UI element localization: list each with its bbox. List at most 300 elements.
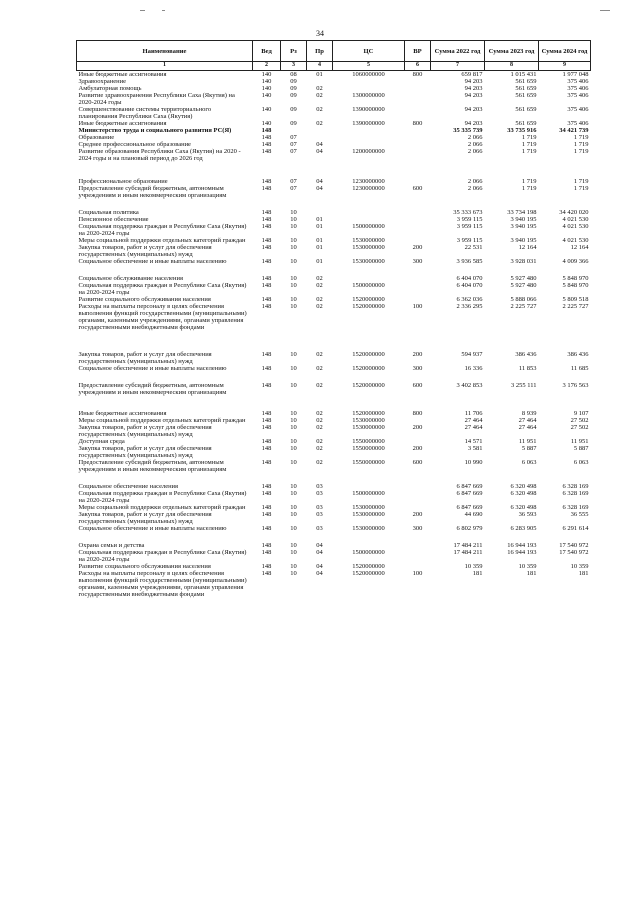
cell-sum-2023: 1 015 431	[510, 71, 537, 78]
table-row	[77, 542, 591, 549]
cell-sum-2024: 375 406	[567, 120, 589, 127]
cell-name: Охрана семьи и детства	[78, 542, 145, 549]
cell-pr: 04	[316, 570, 323, 577]
cell-cs: 1530000000	[352, 237, 385, 244]
col-number: 5	[333, 62, 405, 71]
cell-rz: 10	[290, 244, 297, 251]
cell-ved: 148	[261, 258, 272, 265]
cell-sum-2022: 94 203	[464, 78, 483, 85]
cell-name: Иные бюджетные ассигнования	[78, 120, 167, 127]
cell-sum-2024: 4 021 530	[562, 216, 589, 223]
cell-sum-2023: 16 944 193	[507, 549, 537, 556]
col-header-sum-2023: Сумма 2023 год	[485, 41, 539, 62]
cell-name: Социальная поддержка граждан в Республике Саха (Якутия) на 2020-2024 годы	[78, 223, 247, 237]
cell-pr: 02	[316, 282, 323, 289]
cell-cs: 1530000000	[352, 504, 385, 511]
cell-sum-2023: 3 940 195	[510, 237, 537, 244]
cell-sum-2023: 8 939	[521, 410, 537, 417]
table-row	[77, 223, 591, 237]
cell-rz: 10	[290, 351, 297, 358]
cell-pr	[307, 209, 333, 216]
table-row	[77, 424, 591, 438]
cell-vr: 800	[412, 120, 423, 127]
col-header-sum-2022: Сумма 2022 год	[431, 41, 485, 62]
cell-name: Развитие социального обслуживания населения	[78, 296, 211, 303]
cell-name: Социальная политика	[78, 209, 139, 216]
cell-sum-2022: 17 484 211	[453, 549, 483, 556]
cell-sum-2022: 6 847 669	[456, 483, 483, 490]
cell-ved: 140	[261, 120, 272, 127]
cell-sum-2024: 375 406	[567, 106, 589, 113]
cell-sum-2023: 1 719	[521, 185, 537, 192]
cell-name: Меры социальной поддержки отдельных категорий граждан	[78, 504, 246, 511]
cell-cs	[333, 209, 405, 216]
cell-ved: 148	[261, 303, 272, 310]
cell-ved: 148	[261, 244, 272, 251]
cell-vr	[405, 178, 431, 185]
cell-cs	[333, 216, 405, 223]
cell-ved: 140	[261, 78, 272, 85]
cell-sum-2022: 2 066	[467, 178, 483, 185]
cell-rz: 10	[290, 303, 297, 310]
cell-sum-2024: 5 848 970	[562, 282, 589, 289]
col-header-rz: Рз	[281, 41, 307, 62]
cell-name: Социальное обеспечение населения	[78, 483, 179, 490]
col-header-vr: ВР	[405, 41, 431, 62]
cell-cs: 1530000000	[352, 258, 385, 265]
cell-rz: 10	[290, 282, 297, 289]
cell-name: Закупка товаров, работ и услуг для обеспечения государственных (муниципальных) нужд	[78, 244, 212, 258]
cell-sum-2024: 181	[578, 570, 589, 577]
cell-rz: 10	[290, 525, 297, 532]
col-number: 9	[539, 62, 591, 71]
cell-sum-2023: 5 888 066	[510, 296, 537, 303]
cell-pr: 01	[316, 216, 323, 223]
table-row	[77, 178, 591, 185]
cell-sum-2024: 9 107	[573, 410, 589, 417]
cell-cs: 1500000000	[352, 282, 385, 289]
cell-sum-2022: 2 066	[467, 185, 483, 192]
cell-cs	[333, 483, 405, 490]
cell-ved: 148	[261, 504, 272, 511]
scan-speck	[162, 10, 165, 11]
cell-name: Доступная среда	[78, 438, 125, 445]
cell-cs: 1500000000	[352, 549, 385, 556]
cell-vr: 100	[412, 570, 423, 577]
cell-sum-2022: 3 959 115	[456, 223, 483, 230]
cell-name: Социальная поддержка граждан в Республике Саха (Якутия) на 2020-2024 годы	[78, 490, 247, 504]
cell-rz: 10	[290, 410, 297, 417]
cell-sum-2023: 561 659	[515, 78, 537, 85]
cell-ved: 148	[261, 549, 272, 556]
cell-sum-2024: 6 328 169	[562, 504, 589, 511]
cell-rz: 10	[290, 445, 297, 452]
cell-vr: 200	[412, 244, 423, 251]
cell-name: Пенсионное обеспечение	[78, 216, 149, 223]
cell-sum-2024: 6 291 614	[562, 525, 589, 532]
cell-sum-2024: 375 406	[567, 85, 589, 92]
table-row	[77, 78, 591, 85]
cell-sum-2023: 1 719	[521, 178, 537, 185]
cell-pr: 04	[316, 148, 323, 155]
cell-pr: 02	[316, 92, 323, 99]
cell-sum-2022: 3 936 585	[456, 258, 483, 265]
cell-sum-2024: 2 225 727	[562, 303, 589, 310]
cell-sum-2022: 181	[472, 570, 483, 577]
cell-rz: 10	[290, 216, 297, 223]
cell-ved: 148	[261, 511, 272, 518]
cell-vr	[405, 296, 431, 303]
table-row	[77, 525, 591, 542]
table-row	[77, 563, 591, 570]
cell-name: Закупка товаров, работ и услуг для обеспечения государственных (муниципальных) нужд	[78, 445, 212, 459]
cell-sum-2023: 33 735 916	[507, 127, 537, 134]
cell-ved: 148	[261, 237, 272, 244]
cell-vr	[405, 563, 431, 570]
cell-name: Среднее профессиональное образование	[78, 141, 191, 148]
cell-name: Закупка товаров, работ и услуг для обеспечения государственных (муниципальных) нужд	[78, 511, 212, 525]
cell-ved: 148	[261, 275, 272, 282]
cell-pr: 01	[316, 237, 323, 244]
cell-pr: 02	[316, 303, 323, 310]
cell-cs: 1530000000	[352, 424, 385, 431]
col-header-cs: ЦС	[333, 41, 405, 62]
cell-ved: 148	[261, 223, 272, 230]
cell-sum-2022: 6 802 979	[456, 525, 483, 532]
cell-sum-2023: 36 593	[518, 511, 537, 518]
cell-ved: 148	[261, 296, 272, 303]
cell-vr	[405, 237, 431, 244]
cell-ved: 148	[261, 141, 272, 148]
cell-pr: 03	[316, 504, 323, 511]
cell-sum-2022: 2 066	[467, 141, 483, 148]
cell-sum-2023: 3 940 195	[510, 223, 537, 230]
table-row	[77, 351, 591, 365]
table-row	[77, 127, 591, 134]
cell-pr: 02	[316, 120, 323, 127]
cell-cs: 1530000000	[352, 511, 385, 518]
cell-cs: 1390000000	[352, 120, 385, 127]
cell-cs: 1060000000	[352, 71, 385, 78]
cell-pr: 02	[316, 410, 323, 417]
cell-cs: 1520000000	[352, 382, 385, 389]
cell-vr	[405, 223, 431, 237]
table-row	[77, 120, 591, 127]
cell-sum-2023: 3 928 031	[510, 258, 537, 265]
cell-cs: 1230000000	[352, 178, 385, 185]
cell-pr: 03	[316, 483, 323, 490]
cell-vr	[405, 106, 431, 120]
cell-cs	[333, 134, 405, 141]
cell-pr: 04	[316, 185, 323, 192]
cell-cs: 1550000000	[352, 445, 385, 452]
cell-pr: 02	[316, 275, 323, 282]
cell-sum-2022: 3 959 115	[456, 216, 483, 223]
cell-cs: 1550000000	[352, 459, 385, 466]
cell-ved: 148	[261, 570, 272, 577]
cell-sum-2022: 35 335 739	[453, 127, 483, 134]
table-row	[77, 92, 591, 106]
cell-name: Иные бюджетные ассигнования	[78, 410, 167, 417]
cell-pr: 02	[316, 106, 323, 113]
table-row	[77, 382, 591, 410]
cell-pr: 02	[316, 351, 323, 358]
cell-cs: 1550000000	[352, 438, 385, 445]
cell-vr	[405, 78, 431, 85]
table-row	[77, 483, 591, 490]
cell-sum-2023: 561 659	[515, 120, 537, 127]
cell-sum-2023: 2 225 727	[510, 303, 537, 310]
cell-sum-2022: 6 404 070	[456, 275, 483, 282]
cell-rz: 07	[290, 178, 297, 185]
cell-sum-2023: 6 320 498	[510, 490, 537, 497]
cell-name: Совершенствование системы территориального планирования Республики Саха (Якутия)	[78, 106, 212, 120]
col-number: 1	[77, 62, 253, 71]
table-row	[77, 296, 591, 303]
cell-pr: 04	[316, 563, 323, 570]
cell-rz: 09	[290, 85, 297, 92]
cell-vr	[405, 275, 431, 282]
cell-sum-2024: 3 176 563	[562, 382, 589, 389]
cell-ved: 148	[261, 134, 272, 141]
cell-sum-2022: 22 531	[464, 244, 483, 251]
table-row	[77, 490, 591, 504]
cell-sum-2023: 1 719	[521, 148, 537, 155]
cell-sum-2022: 35 333 673	[453, 209, 483, 216]
cell-name: Развитие социального обслуживания населения	[78, 563, 211, 570]
cell-rz: 10	[290, 209, 297, 216]
cell-sum-2024: 34 421 739	[559, 127, 589, 134]
cell-sum-2024: 1 719	[573, 148, 589, 155]
cell-rz: 10	[290, 275, 297, 282]
cell-sum-2023: 6 283 905	[510, 525, 537, 532]
cell-cs: 1390000000	[352, 106, 385, 113]
cell-sum-2023: 3 255 111	[510, 382, 537, 389]
cell-sum-2024: 11 951	[570, 438, 589, 445]
cell-rz: 08	[290, 71, 297, 78]
cell-sum-2024: 375 406	[567, 78, 589, 85]
cell-sum-2024: 10 359	[570, 563, 589, 570]
cell-rz: 10	[290, 490, 297, 497]
cell-sum-2024: 5 848 970	[562, 275, 589, 282]
cell-sum-2023: 12 164	[518, 244, 537, 251]
cell-vr: 300	[412, 258, 423, 265]
cell-cs: 1500000000	[352, 223, 385, 230]
cell-sum-2022: 27 464	[464, 424, 483, 431]
cell-vr: 200	[412, 511, 423, 518]
cell-sum-2023: 3 940 195	[510, 216, 537, 223]
cell-vr: 300	[412, 525, 423, 532]
cell-sum-2023: 6 320 498	[510, 504, 537, 511]
cell-rz: 10	[290, 417, 297, 424]
col-number: 4	[307, 62, 333, 71]
cell-cs: 1530000000	[352, 417, 385, 424]
cell-vr	[405, 504, 431, 511]
cell-rz: 10	[290, 424, 297, 431]
table-row	[77, 141, 591, 148]
cell-ved: 148	[261, 282, 272, 289]
cell-vr	[405, 282, 431, 296]
cell-rz	[281, 127, 307, 134]
cell-sum-2022: 44 690	[464, 511, 483, 518]
header-row	[77, 41, 591, 62]
table-row	[77, 71, 591, 79]
cell-ved: 148	[261, 445, 272, 452]
cell-ved: 148	[261, 459, 272, 466]
cell-name: Министерство труда и социального развития РС(Я)	[78, 127, 232, 134]
cell-name: Социальная поддержка граждан в Республике Саха (Якутия) на 2020-2024 годы	[78, 549, 247, 563]
table-row	[77, 282, 591, 296]
cell-sum-2023: 1 719	[521, 141, 537, 148]
cell-sum-2022: 10 990	[464, 459, 483, 466]
cell-name: Закупка товаров, работ и услуг для обеспечения государственных (муниципальных) нужд	[78, 351, 212, 365]
table-row	[77, 244, 591, 258]
cell-sum-2022: 659 817	[461, 71, 483, 78]
cell-ved: 148	[261, 365, 272, 372]
cell-sum-2023: 1 719	[521, 134, 537, 141]
cell-rz: 07	[290, 185, 297, 192]
cell-sum-2023: 181	[526, 570, 537, 577]
cell-ved: 148	[261, 127, 272, 134]
cell-sum-2022: 594 937	[461, 351, 483, 358]
cell-cs	[333, 542, 405, 549]
cell-vr: 800	[412, 71, 423, 78]
cell-vr	[405, 490, 431, 504]
cell-rz: 10	[290, 483, 297, 490]
cell-rz: 10	[290, 459, 297, 466]
cell-sum-2023: 10 359	[518, 563, 537, 570]
cell-vr	[405, 134, 431, 141]
cell-name: Меры социальной поддержки отдельных категорий граждан	[78, 417, 246, 424]
cell-pr	[307, 134, 333, 141]
table-row	[77, 511, 591, 525]
cell-name: Амбулаторная помощь	[78, 85, 142, 92]
cell-rz: 09	[290, 106, 297, 113]
cell-sum-2024: 1 977 048	[562, 71, 589, 78]
table-row	[77, 237, 591, 244]
cell-rz: 09	[290, 120, 297, 127]
budget-table	[76, 40, 591, 598]
col-header-ved: Вед	[253, 41, 281, 62]
cell-ved: 140	[261, 71, 272, 78]
cell-ved: 148	[261, 351, 272, 358]
cell-pr: 03	[316, 511, 323, 518]
cell-pr: 03	[316, 490, 323, 497]
cell-cs	[333, 275, 405, 282]
cell-sum-2022: 11 706	[464, 410, 483, 417]
cell-cs	[333, 78, 405, 85]
cell-cs	[333, 85, 405, 92]
cell-sum-2024: 5 887	[573, 445, 589, 452]
cell-sum-2024: 4 009 366	[562, 258, 589, 265]
cell-vr	[405, 127, 431, 134]
cell-sum-2024: 6 328 169	[562, 490, 589, 497]
cell-vr	[405, 216, 431, 223]
cell-rz: 07	[290, 148, 297, 155]
cell-ved: 148	[261, 216, 272, 223]
cell-sum-2022: 2 066	[467, 148, 483, 155]
cell-vr: 600	[412, 382, 423, 389]
cell-cs: 1520000000	[352, 365, 385, 372]
table-row	[77, 459, 591, 483]
cell-sum-2023: 5 927 480	[510, 275, 537, 282]
col-number: 7	[431, 62, 485, 71]
cell-sum-2024: 386 436	[567, 351, 589, 358]
cell-name: Здравоохранение	[78, 78, 126, 85]
cell-ved: 148	[261, 417, 272, 424]
table-row	[77, 134, 591, 141]
col-number: 2	[253, 62, 281, 71]
table-row	[77, 504, 591, 511]
page-number: 34	[316, 29, 324, 38]
cell-pr: 04	[316, 549, 323, 556]
cell-sum-2024: 17 540 972	[559, 542, 589, 549]
cell-rz: 10	[290, 542, 297, 549]
cell-sum-2024: 6 328 169	[562, 483, 589, 490]
cell-sum-2023: 386 436	[515, 351, 537, 358]
cell-sum-2023: 11 951	[518, 438, 537, 445]
cell-rz: 10	[290, 438, 297, 445]
cell-vr	[405, 542, 431, 549]
cell-rz: 10	[290, 223, 297, 230]
cell-vr: 200	[412, 351, 423, 358]
col-header-name: Наименование	[77, 41, 253, 62]
cell-sum-2024: 11 685	[570, 365, 589, 372]
cell-pr	[307, 127, 333, 134]
cell-ved: 148	[261, 410, 272, 417]
cell-ved: 148	[261, 382, 272, 389]
cell-sum-2022: 94 203	[464, 106, 483, 113]
table-row	[77, 148, 591, 178]
table-row	[77, 106, 591, 120]
cell-name: Предоставление субсидий бюджетным, автономным учреждениям и иным некоммерческим организациям	[78, 185, 227, 199]
cell-pr: 02	[316, 296, 323, 303]
cell-name: Развитие здравоохранения Республики Саха (Якутия) на 2020-2024 годы	[78, 92, 235, 106]
scan-speck	[140, 10, 145, 11]
cell-sum-2024: 4 021 530	[562, 237, 589, 244]
cell-name: Профессиональное образование	[78, 178, 168, 185]
cell-pr: 01	[316, 258, 323, 265]
cell-ved: 148	[261, 525, 272, 532]
cell-sum-2022: 14 571	[464, 438, 483, 445]
cell-cs	[333, 141, 405, 148]
table-row	[77, 185, 591, 209]
table-row	[77, 438, 591, 445]
cell-sum-2024: 17 540 972	[559, 549, 589, 556]
table-row	[77, 209, 591, 216]
cell-pr: 04	[316, 141, 323, 148]
cell-sum-2024: 1 719	[573, 185, 589, 192]
cell-rz: 10	[290, 382, 297, 389]
col-number: 6	[405, 62, 431, 71]
cell-sum-2023: 561 659	[515, 92, 537, 99]
cell-sum-2022: 6 362 036	[456, 296, 483, 303]
col-number: 8	[485, 62, 539, 71]
cell-sum-2024: 5 809 518	[562, 296, 589, 303]
cell-name: Меры социальной поддержки отдельных категорий граждан	[78, 237, 246, 244]
cell-pr: 01	[316, 71, 323, 78]
cell-sum-2024: 1 719	[573, 178, 589, 185]
cell-sum-2024: 36 555	[570, 511, 589, 518]
cell-pr: 02	[316, 382, 323, 389]
cell-ved: 140	[261, 85, 272, 92]
cell-cs	[333, 127, 405, 134]
cell-sum-2024: 375 406	[567, 92, 589, 99]
cell-ved: 148	[261, 438, 272, 445]
cell-name: Закупка товаров, работ и услуг для обеспечения государственных (муниципальных) нужд	[78, 424, 212, 438]
cell-vr	[405, 148, 431, 178]
table-body	[77, 71, 591, 599]
